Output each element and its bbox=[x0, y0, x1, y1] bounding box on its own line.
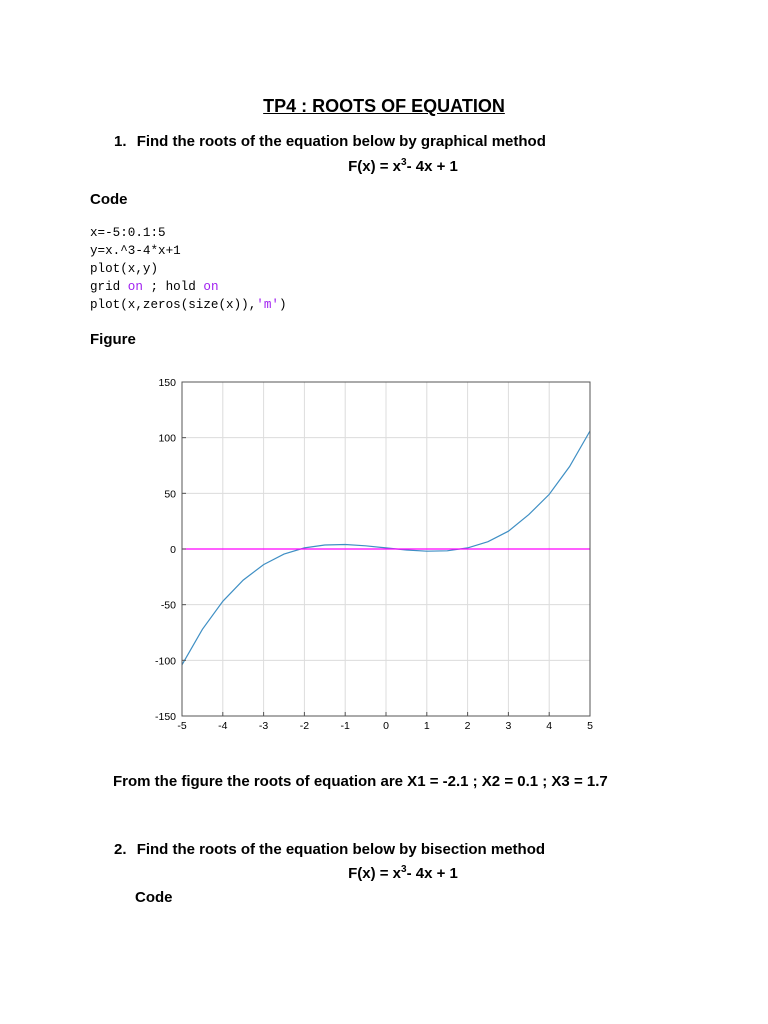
x-tick-label: -5 bbox=[177, 720, 187, 732]
y-tick-label: -100 bbox=[154, 655, 176, 668]
code-line-2: y=x.^3-4*x+1 bbox=[90, 244, 181, 258]
code-heading-2: Code bbox=[135, 889, 173, 906]
equation-1-exponent: 3 bbox=[401, 157, 407, 168]
code-heading: Code bbox=[90, 191, 128, 208]
question-2-number: 2. bbox=[114, 841, 127, 858]
x-tick-label: 2 bbox=[464, 720, 471, 732]
code-string: 'm' bbox=[256, 298, 279, 312]
equation-2-exponent: 3 bbox=[401, 864, 407, 875]
y-tick-label: -50 bbox=[160, 599, 176, 612]
page-title: TP4 : ROOTS OF EQUATION bbox=[263, 96, 505, 116]
result-text: From the figure the roots of equation are X1 = -2.1 ; X2 = 0.1 ; X3 = 1.7 bbox=[113, 773, 608, 790]
x-tick-label: 0 bbox=[383, 720, 389, 732]
equation-1 bbox=[0, 157, 768, 175]
code-line-5 bbox=[90, 298, 287, 312]
x-tick-label: 5 bbox=[587, 720, 593, 732]
code-line-4 bbox=[90, 280, 219, 294]
question-2-text: Find the roots of the equation below by bisection method bbox=[136, 841, 546, 858]
y-tick-label: 0 bbox=[170, 544, 176, 556]
x-tick-label: -2 bbox=[299, 720, 310, 732]
x-tick-label: 4 bbox=[546, 720, 553, 732]
equation-1-rest: - 4x + 1 bbox=[406, 158, 458, 175]
code-text: plot(x,zeros(size(x)), bbox=[90, 298, 257, 312]
x-tick-label: -1 bbox=[340, 720, 350, 732]
figure-heading: Figure bbox=[90, 331, 136, 348]
equation-2 bbox=[0, 864, 768, 882]
x-tick-label: -3 bbox=[258, 720, 269, 732]
code-block bbox=[90, 224, 287, 314]
code-keyword: on bbox=[127, 280, 143, 294]
question-1-text: Find the roots of the equation below by graphical method bbox=[136, 133, 546, 150]
roots-plot bbox=[140, 370, 620, 740]
question-2 bbox=[114, 841, 545, 858]
code-text: ; hold bbox=[142, 280, 204, 294]
equation-2-rest: - 4x + 1 bbox=[406, 865, 458, 882]
code-line-1: x=-5:0.1:5 bbox=[90, 226, 166, 240]
code-keyword: on bbox=[203, 280, 219, 294]
question-1-number: 1. bbox=[114, 133, 127, 150]
x-tick-label: 3 bbox=[505, 720, 512, 732]
y-tick-label: 150 bbox=[158, 377, 176, 389]
tick-layer bbox=[155, 377, 593, 732]
x-tick-label: 1 bbox=[423, 720, 430, 732]
code-line-3: plot(x,y) bbox=[90, 262, 159, 276]
code-text: ) bbox=[278, 298, 287, 312]
equation-1-base: F(x) = x bbox=[348, 158, 402, 175]
y-tick-label: 50 bbox=[164, 488, 176, 501]
y-tick-label: 100 bbox=[158, 432, 176, 445]
code-text: grid bbox=[90, 280, 128, 294]
question-1 bbox=[114, 133, 546, 150]
equation-2-base: F(x) = x bbox=[348, 865, 402, 882]
x-tick-label: -4 bbox=[218, 720, 228, 732]
y-tick-label: -150 bbox=[154, 711, 176, 723]
